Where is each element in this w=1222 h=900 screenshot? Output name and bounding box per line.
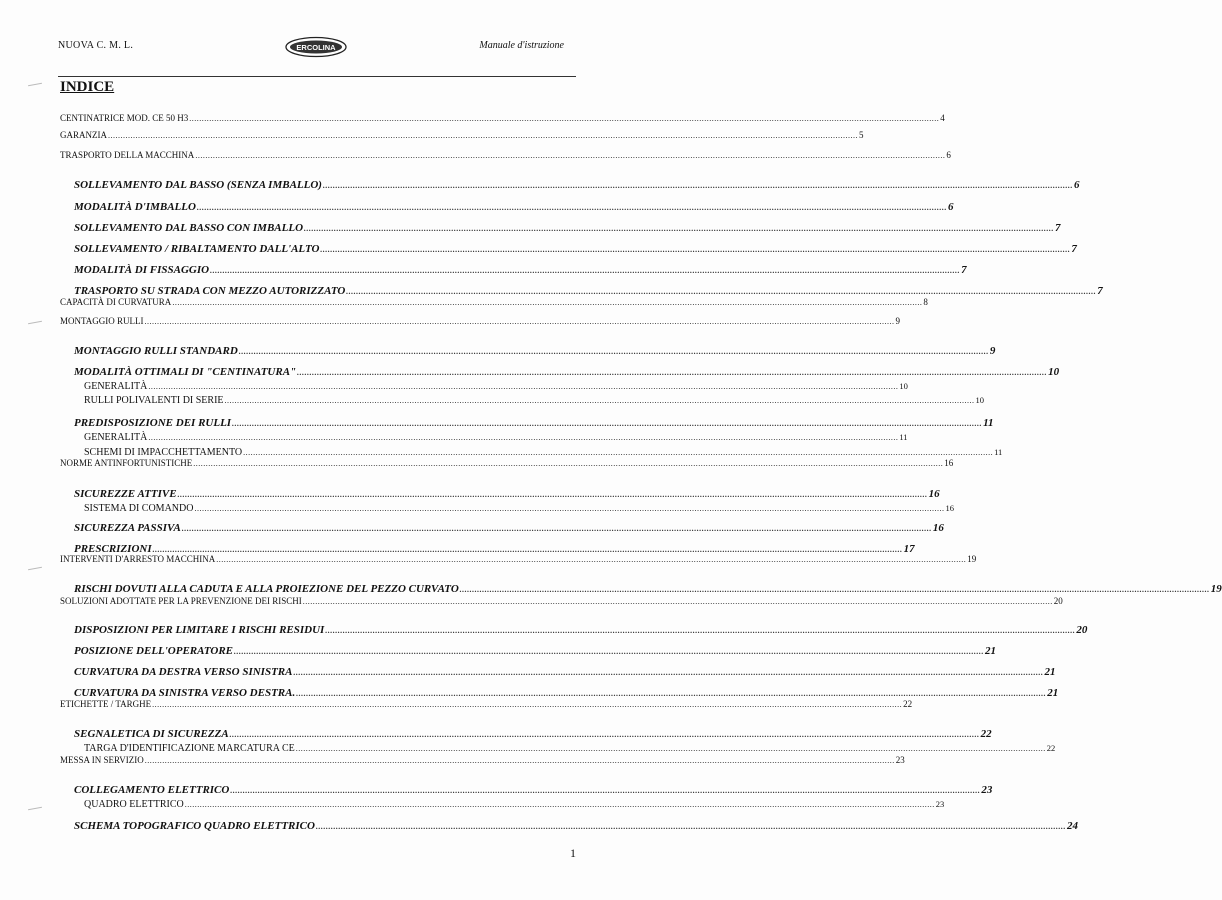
toc-entry-label: SOLLEVAMENTO DAL BASSO CON IMBALLO [74,222,304,234]
toc-entry-label: MONTAGGIO RULLI STANDARD [74,345,238,357]
toc-entry [74,285,1103,297]
toc-entry-label: SOLLEVAMENTO / RIBALTAMENTO DALL'ALTO [74,243,320,255]
toc-entry-page: 19 [1210,583,1222,595]
toc-entry [60,554,977,564]
toc-entry-page: 8 [923,297,928,307]
toc-entry [74,201,954,213]
toc-leader-dots: ............................................................................................................................................................................................................................................................................................................ [181,524,932,533]
toc-leader-dots: ............................................................................................................................................................................................................................................................................................................ [144,317,895,326]
toc-entry [84,432,908,443]
toc-leader-dots: ............................................................................................................................................................................................................................................................................................................ [320,245,1071,254]
toc-entry-page: 10 [1048,366,1060,378]
toc-entry-page: 5 [859,130,864,140]
toc-entry-label: RISCHI DOVUTI ALLA CADUTA E ALLA PROIEZIONE DEL PEZZO CURVATO [74,583,459,595]
toc-entry [74,222,1061,234]
toc-entry-label: MODALITÀ OTTIMALI DI "CENTINATURA" [74,366,297,378]
toc-entry-label: CAPACITÀ DI CURVATURA [60,297,172,307]
toc-leader-dots: ............................................................................................................................................................................................................................................................................................................ [315,822,1066,831]
toc-entry-page: 23 [895,755,905,765]
toc-leader-dots: ............................................................................................................................................................................................................................................................................................................ [148,433,899,442]
toc-entry [60,699,913,709]
toc-entry-label: SCHEMA TOPOGRAFICO QUADRO ELETTRICO [74,820,315,832]
toc-entry-page: 10 [975,395,985,405]
toc-leader-dots: ............................................................................................................................................................................................................................................................................................................ [243,448,994,457]
toc-leader-dots: ............................................................................................................................................................................................................................................................................................................ [346,287,1097,296]
toc-entry-page: 6 [946,150,951,160]
toc-entry-page: 17 [903,543,915,555]
toc-entry-page: 21 [985,645,997,657]
toc-entry [74,488,940,500]
toc-entry [74,417,994,429]
toc-entry [74,820,1078,832]
toc-entry-page: 6 [1073,179,1080,191]
toc-entry [60,297,928,307]
toc-leader-dots: ............................................................................................................................................................................................................................................................................................................ [108,131,858,140]
toc-entry-page: 6 [947,201,954,213]
toc-entry-label: SICUREZZA PASSIVA [74,522,181,534]
toc-entry-page: 22 [980,728,992,740]
toc-entry-page: 20 [1053,596,1063,606]
toc-entry [60,113,945,123]
toc-entry [84,395,985,406]
toc-leader-dots: ............................................................................................................................................................................................................................................................................................................ [210,266,961,275]
toc-entry [60,458,954,468]
toc-entry-label: RULLI POLIVALENTI DI SERIE [84,395,224,406]
toc-entry-label: COLLEGAMENTO ELETTRICO [74,784,230,796]
toc-entry-page: 20 [1076,624,1088,636]
toc-entry-page: 24 [1066,820,1078,832]
toc-entry-label: SOLUZIONI ADOTTATE PER LA PREVENZIONE DEI RISCHI [60,596,302,606]
toc-entry-label: GARANZIA [60,130,107,140]
toc-leader-dots: ............................................................................................................................................................................................................................................................................................................ [302,597,1053,606]
toc-entry-page: 16 [928,488,940,500]
toc-leader-dots: ............................................................................................................................................................................................................................................................................................................ [238,347,989,356]
toc-entry [74,687,1059,699]
toc-entry [84,447,1003,458]
toc-entry [74,264,967,276]
toc-leader-dots: ............................................................................................................................................................................................................................................................................................................ [216,555,967,564]
toc-entry [84,503,954,514]
toc-entry-label: SCHEMI DI IMPACCHETTAMENTO [84,447,243,458]
toc-entry-label: QUADRO ELETTRICO [84,799,184,810]
toc-leader-dots: ............................................................................................................................................................................................................................................................................................................ [296,689,1047,698]
toc-entry-label: CENTINATRICE MOD. CE 50 H3 [60,113,189,123]
toc-leader-dots: ............................................................................................................................................................................................................................................................................................................ [193,459,944,468]
toc-leader-dots: ............................................................................................................................................................................................................................................................................................................ [322,181,1073,190]
toc-entry-page: 10 [899,381,908,391]
toc-leader-dots: ............................................................................................................................................................................................................................................................................................................ [144,756,895,765]
toc-entry-page: 7 [1097,285,1103,297]
toc-entry [74,243,1077,255]
toc-entry [74,784,993,796]
toc-entry-label: MESSA IN SERVIZIO [60,755,144,765]
toc-leader-dots: ............................................................................................................................................................................................................................................................................................................ [297,368,1048,377]
toc-entry-page: 19 [967,554,977,564]
toc-leader-dots: ............................................................................................................................................................................................................................................................................................................ [224,396,975,405]
toc-leader-dots: ............................................................................................................................................................................................................................................................................................................ [295,744,1046,753]
toc-entry-page: 16 [932,522,944,534]
toc-entry-page: 21 [1047,687,1059,699]
toc-entry-label: SOLLEVAMENTO DAL BASSO (SENZA IMBALLO) [74,179,322,191]
toc-leader-dots: ............................................................................................................................................................................................................................................................................................................ [184,800,935,809]
toc-leader-dots: ............................................................................................................................................................................................................................................................................................................ [234,647,985,656]
toc-leader-dots: ............................................................................................................................................................................................................................................................................................................ [177,490,928,499]
toc-entry-page: 9 [895,316,901,326]
toc-entry-label: TARGA D'IDENTIFICAZIONE MARCATURA CE [84,743,295,754]
page-number: 1 [570,846,576,860]
toc-entry-label: CURVATURA DA DESTRA VERSO SINISTRA [74,666,293,678]
toc-entry-page: 23 [981,784,993,796]
toc-leader-dots: ............................................................................................................................................................................................................................................................................................................ [172,298,923,307]
toc-entry-label: INTERVENTI D'ARRESTO MACCHINA [60,554,216,564]
toc-leader-dots: ............................................................................................................................................................................................................................................................................................................ [148,382,899,391]
toc-entry-page: 22 [903,699,913,709]
toc-leader-dots: ............................................................................................................................................................................................................................................................................................................ [459,585,1210,594]
toc-entry [84,381,908,392]
toc-entry [60,755,905,765]
toc-leader-dots: ............................................................................................................................................................................................................................................................................................................ [195,151,946,160]
toc-entry-label: NORME ANTINFORTUNISTICHE [60,458,193,468]
toc-entry-label: SEGNALETICA DI SICUREZZA [74,728,229,740]
toc-leader-dots: ............................................................................................................................................................................................................................................................................................................ [194,504,945,513]
toc-entry [74,645,997,657]
toc-entry [60,150,951,160]
toc-leader-dots: ............................................................................................................................................................................................................................................................................................................ [189,114,940,123]
toc-entry [74,624,1088,636]
toc-entry [60,316,901,326]
company-name: NUOVA C. M. L. [58,40,134,51]
toc-entry-page: 11 [899,432,908,442]
logo-text: ERCOLINA [296,43,336,52]
toc-entry [84,799,945,810]
toc-entry-page: 16 [944,458,954,468]
toc-entry [74,583,1222,595]
toc-entry-page: 11 [983,417,994,429]
toc-entry [60,130,864,140]
toc-leader-dots: ............................................................................................................................................................................................................................................................................................................ [196,203,947,212]
toc-entry [74,345,996,357]
toc-leader-dots: ............................................................................................................................................................................................................................................................................................................ [152,545,903,554]
toc-entry-label: POSIZIONE DELL'OPERATORE [74,645,234,657]
toc-entry-label: PRESCRIZIONI [74,543,152,555]
toc-entry-page: 7 [961,264,967,276]
toc-entry [74,666,1056,678]
toc-entry [74,179,1080,191]
toc-entry-page: 7 [1071,243,1077,255]
toc-entry [84,743,1056,754]
toc-entry-page: 22 [1046,743,1056,753]
toc-entry-page: 7 [1055,222,1061,234]
toc-entry-label: MODALITÀ DI FISSAGGIO [74,264,210,276]
toc-entry-label: SISTEMA DI COMANDO [84,503,194,514]
toc-entry-label: SICUREZZE ATTIVE [74,488,177,500]
toc-entry-label: MONTAGGIO RULLI [60,316,144,326]
toc-leader-dots: ............................................................................................................................................................................................................................................................................................................ [232,419,983,428]
toc-entry [60,596,1063,606]
toc-entry-page: 16 [945,503,954,513]
toc-entry-label: ETICHETTE / TARGHE [60,699,152,709]
toc-entry-page: 21 [1044,666,1056,678]
toc-leader-dots: ............................................................................................................................................................................................................................................................................................................ [304,224,1055,233]
toc-entry-label: PREDISPOSIZIONE DEI RULLI [74,417,232,429]
toc-leader-dots: ............................................................................................................................................................................................................................................................................................................ [152,700,903,709]
toc-entry-label: TRASPORTO SU STRADA CON MEZZO AUTORIZZATO [74,285,346,297]
toc-entry-label: GENERALITÀ [84,432,148,443]
toc-entry-label: TRASPORTO DELLA MACCHINA [60,150,195,160]
index-title: INDICE [60,79,115,95]
toc-leader-dots: ............................................................................................................................................................................................................................................................................................................ [230,786,981,795]
toc-leader-dots: ............................................................................................................................................................................................................................................................................................................ [229,730,980,739]
toc-leader-dots: ............................................................................................................................................................................................................................................................................................................ [325,626,1076,635]
toc-entry-page: 9 [989,345,996,357]
toc-entry-label: MODALITÀ D'IMBALLO [74,201,196,213]
toc-entry [74,728,992,740]
toc-entry-page: 4 [940,113,945,123]
toc-entry [74,366,1060,378]
toc-entry [74,522,944,534]
toc-leader-dots: ............................................................................................................................................................................................................................................................................................................ [293,668,1044,677]
toc-entry-page: 11 [994,447,1003,457]
toc-entry-label: CURVATURA DA SINISTRA VERSO DESTRA. [74,687,296,699]
toc-entry-page: 23 [935,799,945,809]
toc-entry-label: DISPOSIZIONI PER LIMITARE I RISCHI RESIDUI [74,624,325,636]
toc-entry-label: GENERALITÀ [84,381,148,392]
manual-title: Manuale d'istruzione [479,40,564,51]
